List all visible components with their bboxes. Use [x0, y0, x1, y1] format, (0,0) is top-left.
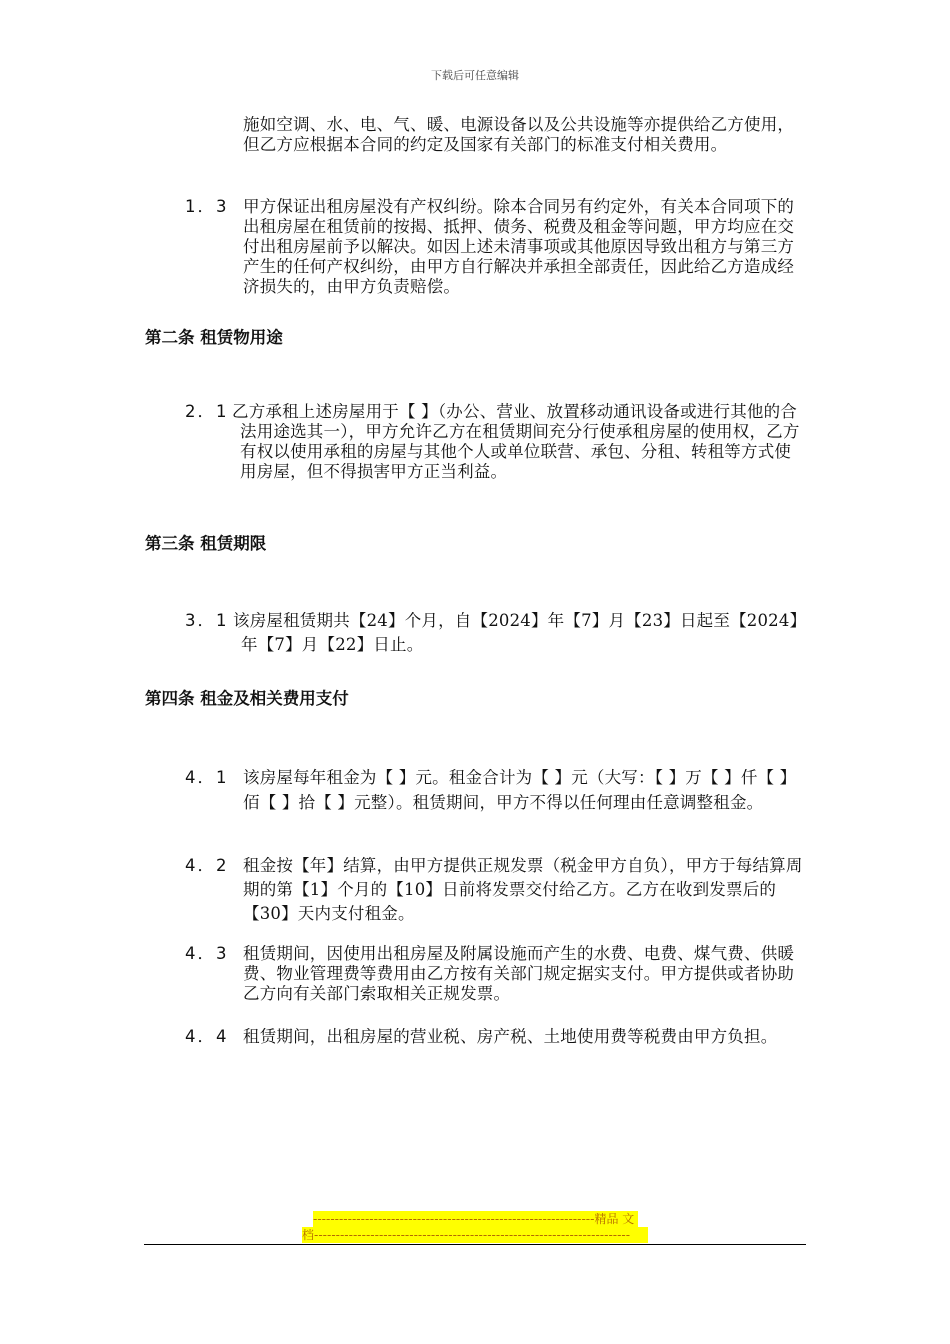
clause-number: 4．3	[185, 944, 229, 963]
paragraph-text: 甲方保证出租房屋没有产权纠纷。除本合同另有约定外，有关本合同项下的出租房屋在租赁前的按揭、抵押、债务、税费及租金等问题，甲方均应在交付出租房屋前予以解决。如因上述未清事项或其他原因导致出租方与第三方产生的任何产权纠纷，由甲方自行解决并承担全部责任，因此给乙方造成经济损失的，由甲方负责赔偿。	[243, 197, 795, 296]
article-4-heading: 第四条 租金及相关费用支付	[145, 689, 349, 708]
paragraph-text: 施如空调、水、电、气、暖、电源设备以及公共设施等亦提供给乙方使用，但乙方应根据本合同的约定及国家有关部门的标准支付相关费用。	[243, 115, 795, 154]
paragraph-text: 租赁期间，因使用出租房屋及附属设施而产生的水费、电费、煤气费、供暖费、物业管理费等费用由乙方按有关部门规定据实支付。甲方提供或者协助乙方向有关部门索取相关正规发票。	[243, 944, 795, 1003]
clause-number: 3．1	[185, 611, 229, 630]
paragraph-text: 乙方承租上述房屋用于【 】（办公、营业、放置移动通讯设备或进行其他的合法用途选其一），甲方允许乙方在租赁期间充分行使承租房屋的使用权，乙方有权以使用承租的房屋与其他个人或单位联营、承包、分租、转租等方式使用房屋，但不得损害甲方正当利益。	[232, 402, 800, 481]
paragraph-text: 该房屋每年租金为【 】元。租金合计为【 】元（大写：【 】万【 】仟【 】佰【 】拾【 】元整）。租赁期间，甲方不得以任何理由任意调整租金。	[243, 768, 797, 812]
article-3-heading: 第三条 租赁期限	[145, 534, 267, 553]
article-2-heading: 第二条 租赁物用途	[145, 328, 283, 347]
clause-3-1	[185, 609, 806, 657]
paragraph-text: 租金按【年】结算，由甲方提供正规发票（税金甲方自负），甲方于每结算周期的第【1】个月的【10】日前将发票交付给乙方。乙方在收到发票后的【30】天内支付租金。	[243, 856, 803, 923]
paragraph-text: 租赁期间，出租房屋的营业税、房产税、土地使用费等税费由甲方负担。	[243, 1027, 778, 1046]
clause-2-1	[185, 402, 802, 482]
clause-1-2-continuation	[243, 115, 803, 155]
clause-number: 2．1	[185, 402, 229, 421]
clause-number: 4．4	[185, 1027, 229, 1046]
clause-number: 4．1	[185, 768, 229, 787]
footer-divider	[144, 1244, 806, 1245]
clause-4-3	[185, 944, 803, 1004]
clause-4-1	[185, 765, 805, 815]
clause-1-3	[185, 197, 803, 297]
clause-4-2	[185, 854, 803, 926]
clause-number: 1．3	[185, 197, 229, 216]
clause-4-4	[185, 1027, 803, 1047]
page-header: 下载后可任意编辑	[431, 69, 519, 82]
footer-watermark-line1: -----------------------------------------------------------------精品 文	[313, 1211, 638, 1227]
footer-watermark-line2: 档-------------------------------------------------------------------------	[302, 1227, 648, 1243]
paragraph-text: 该房屋租赁期共【24】个月，自【2024】年【7】月【23】日起至【2024】年【7】月【22】日止。	[233, 611, 799, 654]
clause-number: 4．2	[185, 856, 229, 875]
